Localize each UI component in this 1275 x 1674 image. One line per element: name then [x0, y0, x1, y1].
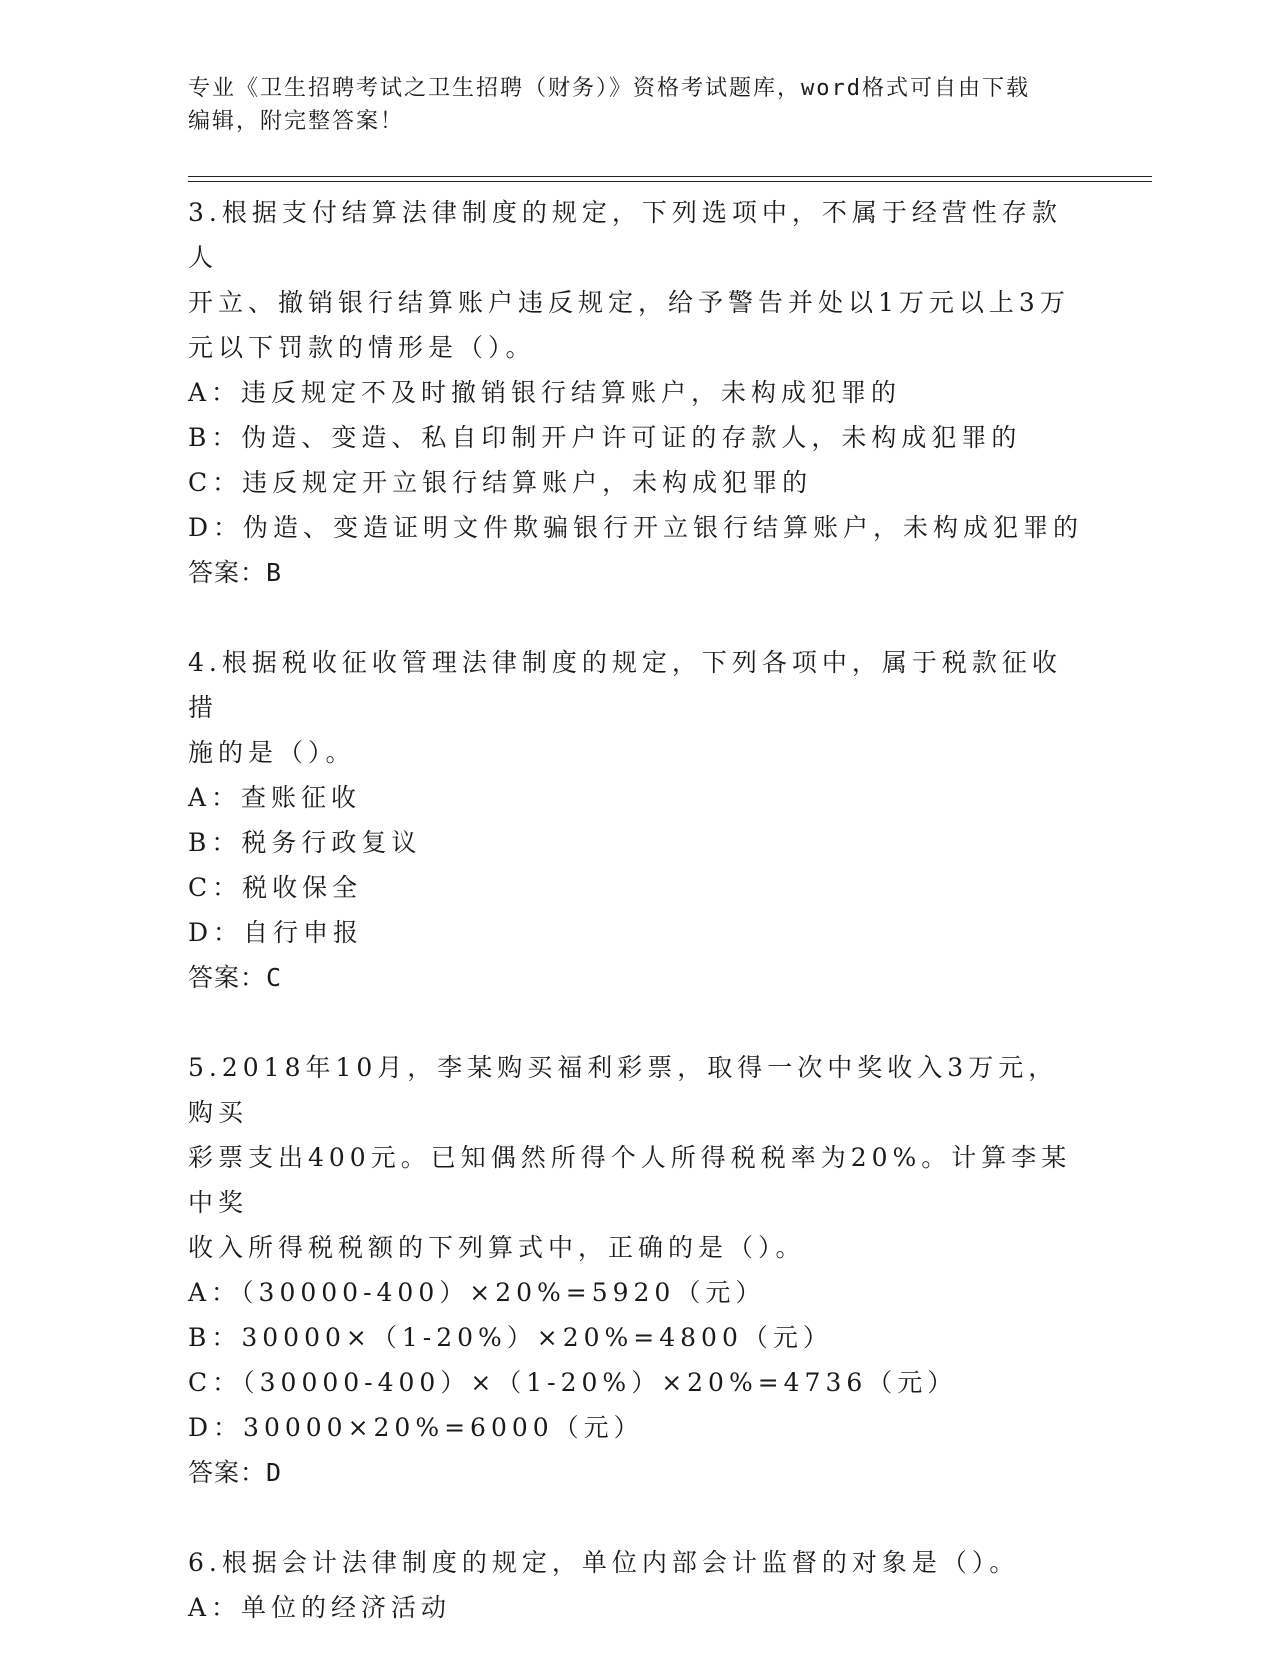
question-stem-line: 彩票支出400元。已知偶然所得个人所得税税率为20%。计算李某中奖	[188, 1143, 1072, 1217]
header-line-1: 专业《卫生招聘考试之卫生招聘（财务）》资格考试题库，word格式可自由下载	[188, 76, 1030, 101]
answer-line: 答案：C	[188, 963, 283, 992]
option-b: B：税务行政复议	[188, 828, 422, 857]
question-stem-line: 5.2018年10月，李某购买福利彩票，取得一次中奖收入3万元，购买	[188, 1053, 1059, 1127]
option-d: D：自行申报	[188, 918, 364, 947]
option-a: A：单位的经济活动	[188, 1593, 452, 1622]
option-a: A：（30000-400）×20%=5920（元）	[188, 1278, 766, 1307]
option-c: C：税收保全	[188, 873, 363, 902]
question-stem-line: 元以下罚款的情形是（）。	[188, 333, 536, 362]
answer-line: 答案：D	[188, 1458, 283, 1487]
question-list	[188, 190, 1088, 1674]
option-d: D：伪造、变造证明文件欺骗银行开立银行结算账户，未构成犯罪的	[188, 513, 1084, 542]
option-a: A：违反规定不及时撤销银行结算账户，未构成犯罪的	[188, 378, 902, 407]
answer-line: 答案：B	[188, 558, 283, 587]
option-a: A：查账征收	[188, 783, 362, 812]
question-stem-line: 4.根据税收征收管理法律制度的规定，下列各项中，属于税款征收措	[188, 648, 1062, 722]
option-d: D：30000×20%=6000（元）	[188, 1413, 644, 1442]
option-b: B：伪造、变造、私自印制开户许可证的存款人，未构成犯罪的	[188, 423, 1022, 452]
question-stem-line: 6.根据会计法律制度的规定，单位内部会计监督的对象是（）。	[188, 1548, 1020, 1577]
header-divider-bottom	[188, 181, 1152, 182]
option-b: B：30000×（1-20%）×20%=4800（元）	[188, 1323, 833, 1352]
option-c: C：违反规定开立银行结算账户，未构成犯罪的	[188, 468, 813, 497]
question-stem-line: 施的是（）。	[188, 738, 356, 767]
question-stem-line: 3.根据支付结算法律制度的规定，下列选项中，不属于经营性存款人	[188, 198, 1062, 272]
option-c: C：（30000-400）×（1-20%）×20%=4736（元）	[188, 1368, 958, 1397]
header-line-2: 编辑，附完整答案！	[188, 109, 405, 134]
question-stem-line: 开立、撤销银行结算账户违反规定，给予警告并处以1万元以上3万	[188, 288, 1070, 317]
header-divider-top	[188, 176, 1152, 177]
question-5	[188, 1045, 1088, 1496]
question-6	[188, 1540, 1088, 1630]
question-3	[188, 190, 1088, 596]
question-4	[188, 640, 1088, 1001]
question-stem-line: 收入所得税税额的下列算式中，正确的是（）。	[188, 1233, 806, 1262]
document-header	[188, 72, 1068, 138]
